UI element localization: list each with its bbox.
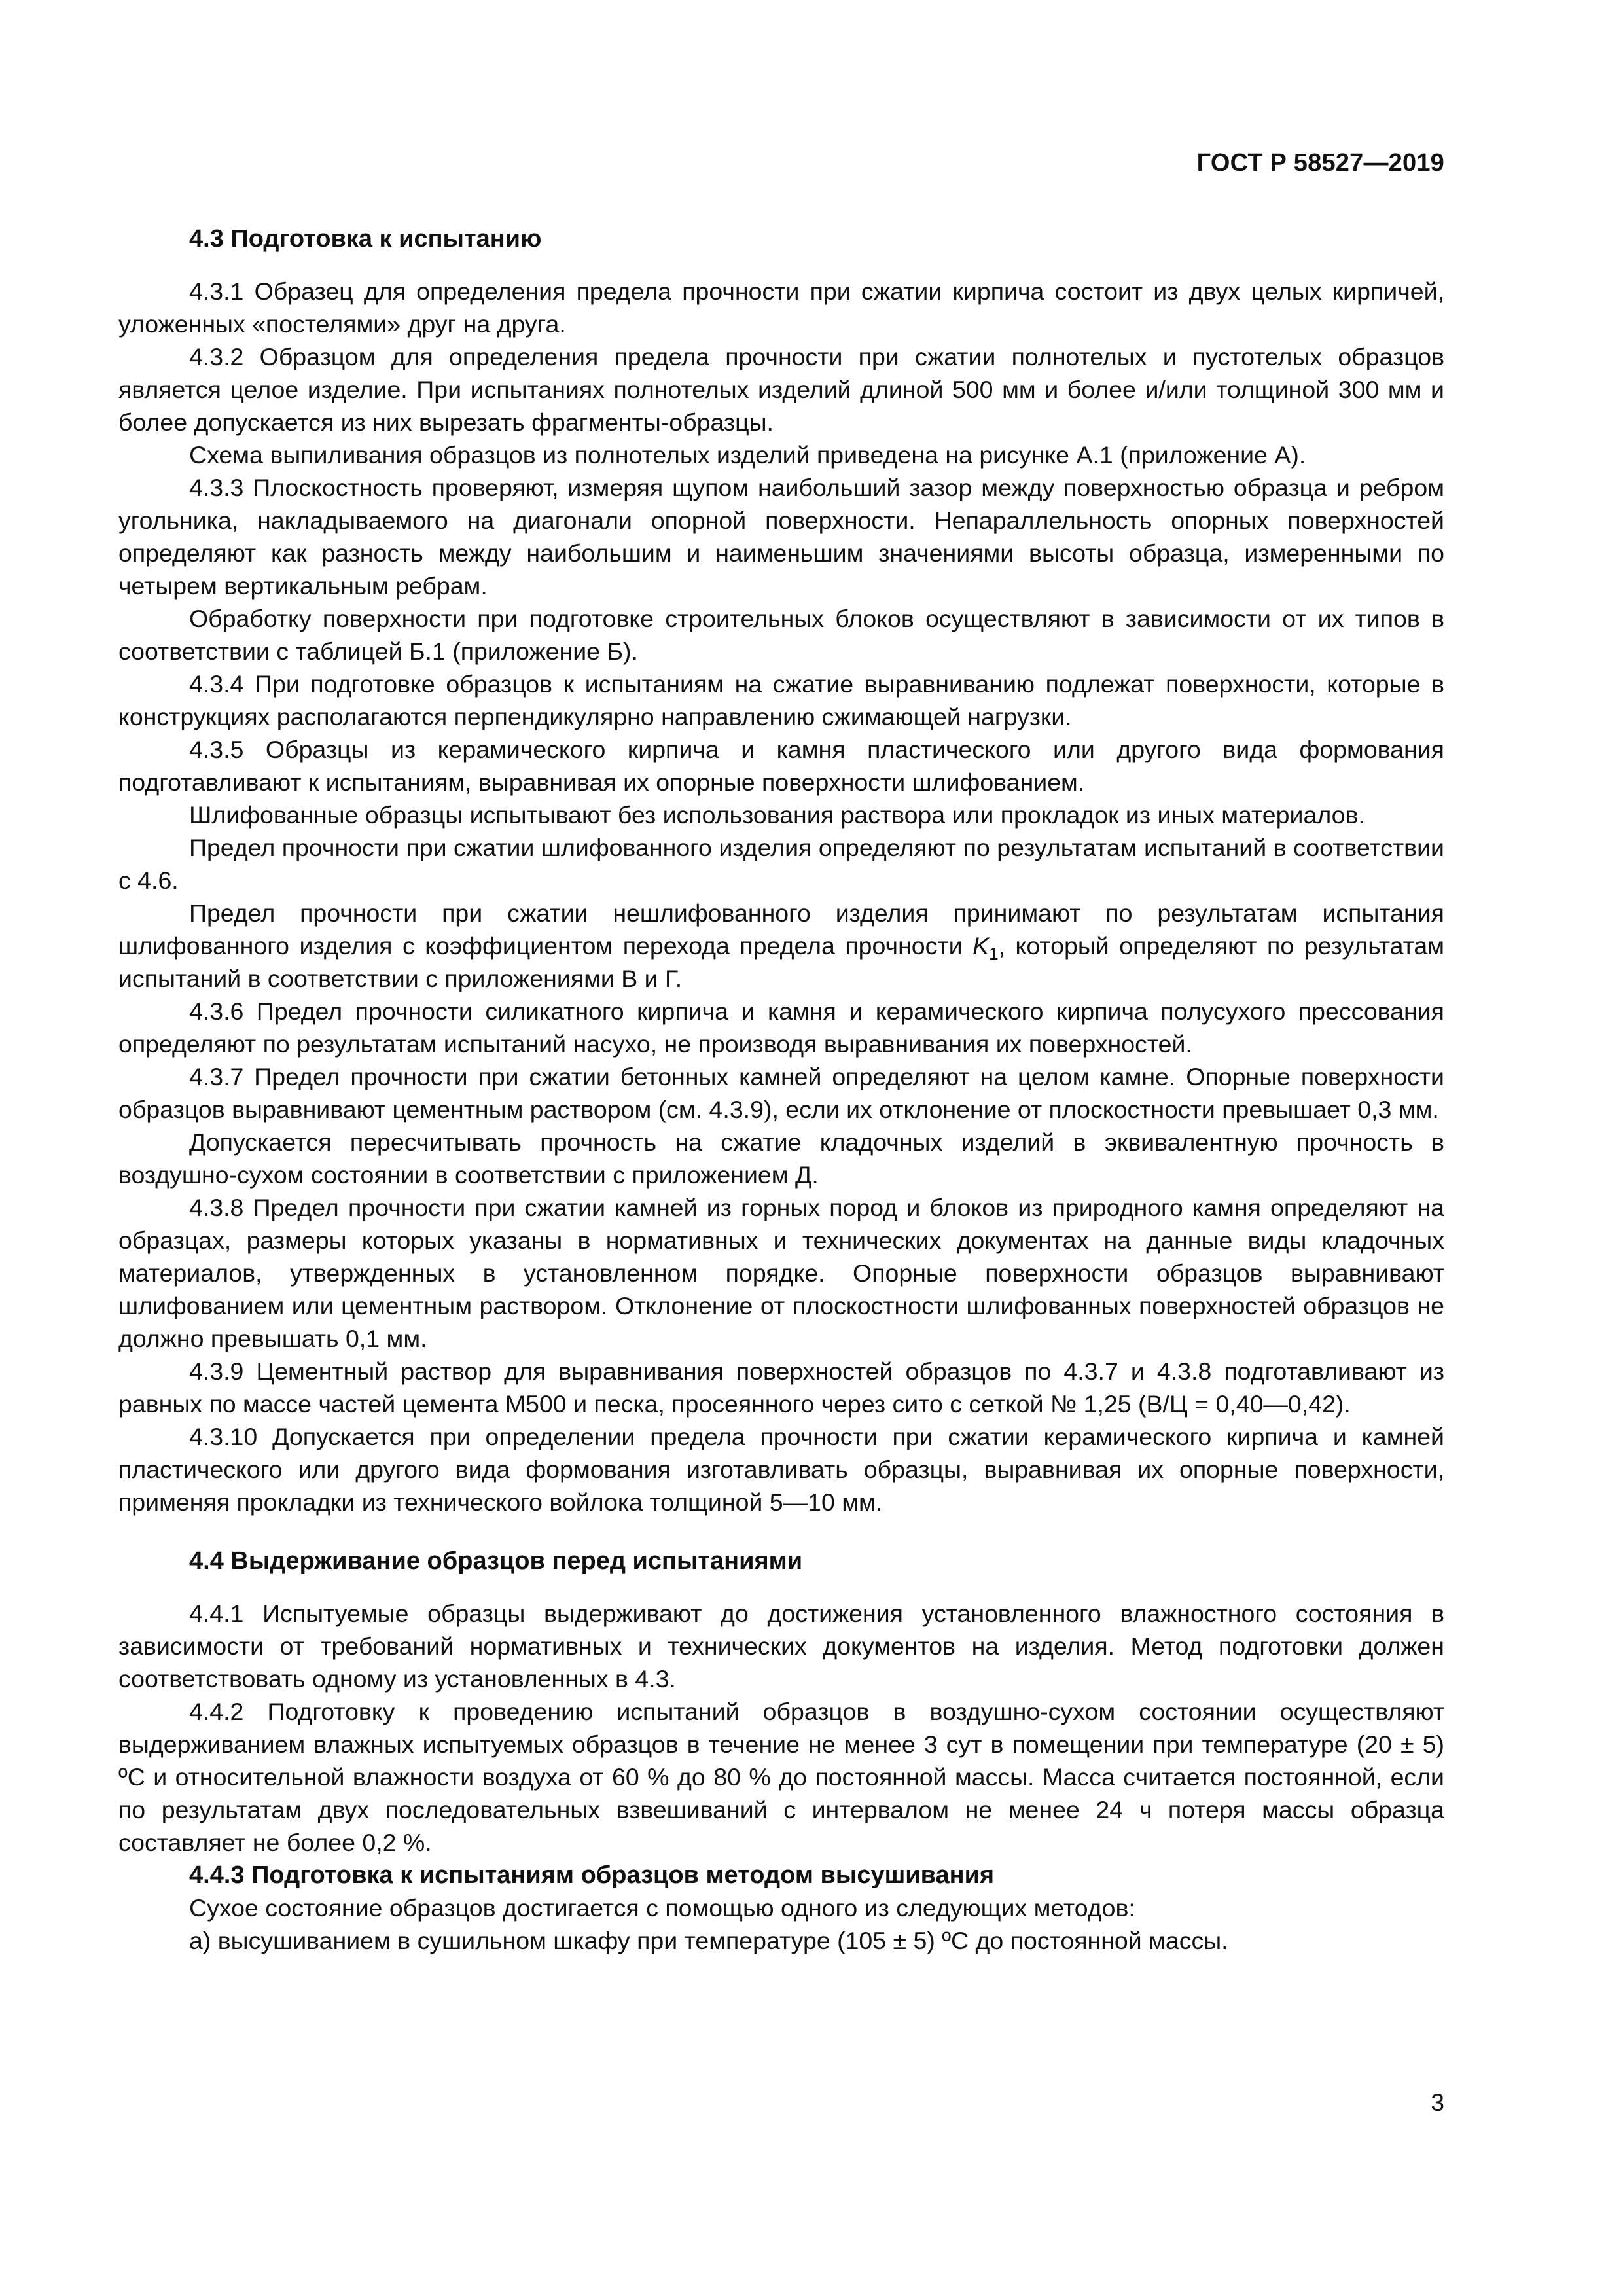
paragraph-4-3-1: 4.3.1 Образец для определения предела прочности при сжатии кирпича состоит из двух целых кирпичей, уложенных «постелями» друг на друга. [118,278,1444,338]
paragraph-4-3-2: 4.3.2 Образцом для определения предела прочности при сжатии полнотелых и пустотелых образцов является целое изделие. При испытаниях полнотелых изделий длиной 500 мм и более и/или толщиной 300 мм и более допускается из них вырезать фрагменты-образцы. [118,343,1444,436]
paragraph-unpolished-strength [118,897,1444,995]
paragraph-4-3-7: 4.3.7 Предел прочности при сжатии бетонных камней определяют на целом камне. Опорные поверхности образцов выравнивают цементным раствором (см. 4.3.9), если их отклонение от плоскостности превышает 0,3 мм. [118,1063,1444,1123]
paragraph-4-4-2: 4.4.2 Подготовку к проведению испытаний образцов в воздушно-сухом состоянии осуществляют выдерживанием влажных испытуемых образцов в течение не менее 3 сут в помещении при температуре (20 ± 5) ºС и относительной влажности воздуха от 60 % до 80 % до постоянной массы. Масса считается постоянной, если по результатам двух последовательных взвешиваний с интервалом не менее 24 ч потеря массы образца составляет не более 0,2 %. [118,1698,1444,1856]
paragraph-4-3-6: 4.3.6 Предел прочности силикатного кирпича и камня и керамического кирпича полусухого прессования определяют по результатам испытаний насухо, не производя выравнивания их поверхностей. [118,997,1444,1058]
paragraph-drying-methods: Сухое состояние образцов достигается с помощью одного из следующих методов: [189,1894,1135,1922]
page-number: 3 [1431,2089,1444,2116]
paragraph-polished-strength: Предел прочности при сжатии шлифованного изделия определяют по результатам испытаний в соответствии с 4.6. [118,834,1444,894]
coefficient-k-symbol: K [972,932,990,960]
section-heading-4-4: 4.4 Выдерживание образцов перед испытаниями [189,1547,803,1575]
subsection-heading-4-4-3: 4.4.3 Подготовка к испытаниям образцов методом высушивания [189,1861,995,1889]
paragraph-table-b1-ref: Обработку поверхности при подготовке строительных блоков осуществляют в зависимости от их типов в соответствии с таблицей Б.1 (приложение Б). [118,605,1444,665]
paragraph-4-3-9: 4.3.9 Цементный раствор для выравнивания поверхностей образцов по 4.3.7 и 4.3.8 подготавливают из равных по массе частей цемента М500 и песка, просеянного через сито с сеткой № 1,25 (В/Ц = 0,40—0,42). [118,1357,1444,1418]
paragraph-4-4-1: 4.4.1 Испытуемые образцы выдерживают до достижения установленного влажностного состояния в зависимости от требований нормативных и технических документов на изделия. Метод подготовки должен соответствовать одному из установленных в 4.3. [118,1600,1444,1693]
paragraph-4-3-4: 4.3.4 При подготовке образцов к испытаниям на сжатие выравниванию подлежат поверхности, которые в конструкциях располагаются перпендикулярно направлению сжимающей нагрузки. [118,670,1444,730]
paragraph-4-3-8: 4.3.8 Предел прочности при сжатии камней из горных пород и блоков из природного камня определяют на образцах, размеры которых указаны в нормативных и технических документах на данные виды кладочных материалов, утвержденных в установленном порядке. Опорные поверхности образцов выравнивают шлифованием или цементным раствором. Отклонение от плоскостности шлифованных поверхностей образцов не должно превышать 0,1 мм. [118,1194,1444,1352]
document-code-header: ГОСТ Р 58527—2019 [1196,149,1444,177]
paragraph-4-3-3: 4.3.3 Плоскостность проверяют, измеряя щупом наибольший зазор между поверхностью образца и ребром угольника, накладываемого на диагонали опорной поверхности. Непараллельность опорных поверхностей определяют как разность между наибольшим и наименьшим значениями высоты образца, измеренными по четырем вертикальным ребрам. [118,474,1444,600]
paragraph-unpolished-strength-part1: Предел прочности при сжатии нешлифованного изделия принимают по результатам испытания шлифованного изделия с коэффициентом перехода предела прочности [118,899,1444,960]
list-item-a-oven-drying: а) высушиванием в сушильном шкафу при температуре (105 ± 5) ºС до постоянной массы. [189,1927,1228,1954]
paragraph-unpolished-strength-part2: , который определяют по результатам испытаний в соответствии с приложениями В и Г. [118,932,1444,992]
paragraph-figure-a1-ref: Схема выпиливания образцов из полнотелых изделий приведена на рисунке А.1 (приложение А). [189,441,1306,469]
coefficient-k-subscript: 1 [989,944,999,963]
paragraph-4-3-5: 4.3.5 Образцы из керамического кирпича и камня пластического или другого вида формования подготавливают к испытаниям, выравнивая их опорные поверхности шлифованием. [118,736,1444,796]
paragraph-4-3-10: 4.3.10 Допускается при определении предела прочности при сжатии керамического кирпича и камней пластического или другого вида формования изготавливать образцы, выравнивая их опорные поверхности, применяя прокладки из технического войлока толщиной 5—10 мм. [118,1423,1444,1516]
paragraph-polished-samples: Шлифованные образцы испытывают без использования раствора или прокладок из иных материалов. [189,801,1365,829]
document-body [118,223,1444,1957]
paragraph-recalculation: Допускается пересчитывать прочность на сжатие кладочных изделий в эквивалентную прочность в воздушно-сухом состоянии в соответствии с приложением Д. [118,1128,1444,1189]
section-heading-4-3: 4.3 Подготовка к испытанию [189,225,542,253]
